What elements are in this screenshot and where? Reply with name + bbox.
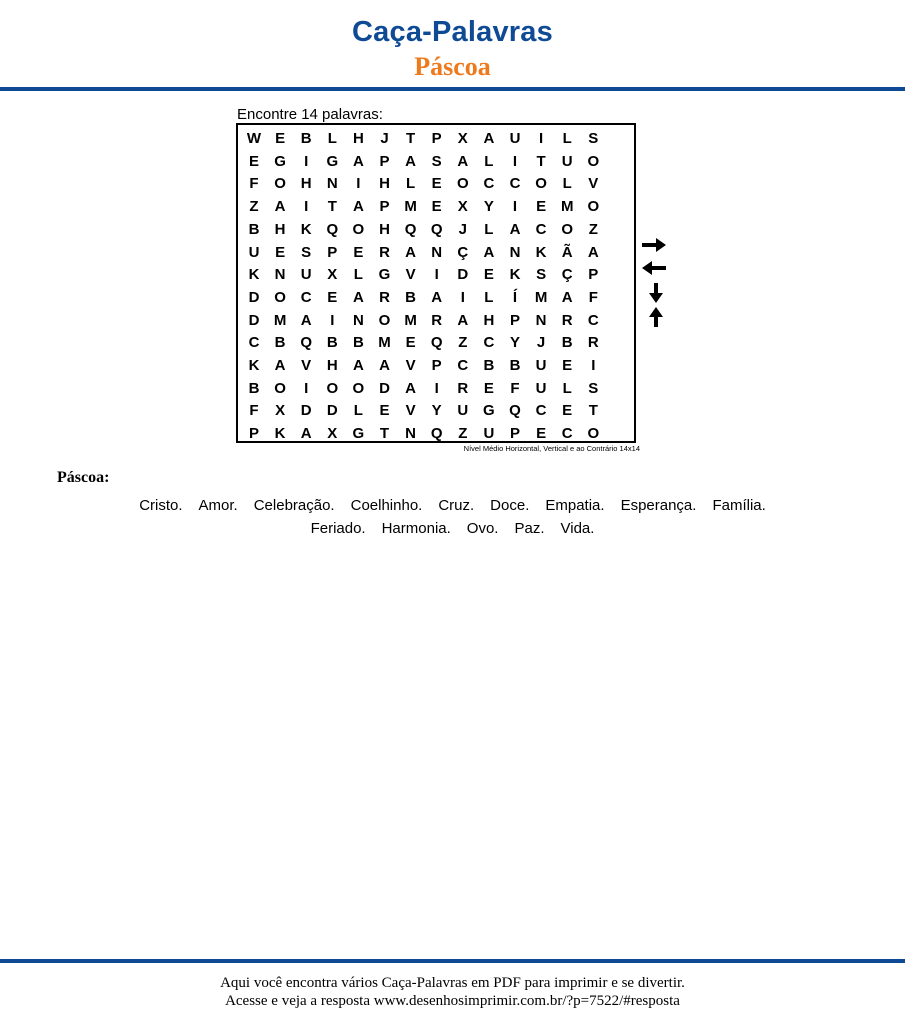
grid-letter: H <box>300 175 312 193</box>
grid-letter: S <box>588 379 599 397</box>
footer-link-text: Acesse e veja a resposta www.desenhosimprimir.com.br/?p=7522/#resposta <box>225 993 680 1009</box>
direction-legend <box>641 236 671 330</box>
grid-letter: A <box>274 198 286 216</box>
grid-row <box>238 172 634 195</box>
grid-letter: L <box>406 175 416 193</box>
grid-letter: Q <box>430 220 443 238</box>
grid-letter: T <box>406 130 416 147</box>
grid-letter: Q <box>326 220 339 238</box>
grid-letter: T <box>379 425 390 443</box>
grid-letter: H <box>379 175 390 193</box>
grid-letter: V <box>405 357 416 374</box>
grid-letter: X <box>275 402 286 420</box>
grid-letter: K <box>248 266 260 284</box>
grid-letter: R <box>379 243 390 261</box>
grid-letter: E <box>327 288 338 306</box>
grid-row <box>238 331 634 354</box>
grid-letter: Í <box>512 288 518 306</box>
grid-letter: A <box>379 357 390 374</box>
grid-letter: O <box>274 288 286 306</box>
word-item: Feriado. <box>310 520 366 537</box>
grid-letter: U <box>535 357 547 374</box>
grid-letter: C <box>248 334 260 352</box>
grid-letter: E <box>379 402 390 420</box>
grid-letter: L <box>353 402 363 420</box>
grid-letter: S <box>301 243 312 261</box>
grid-letter: A <box>561 288 573 306</box>
arrow-right-icon <box>641 238 667 252</box>
grid-row <box>238 263 634 286</box>
grid-letter: K <box>300 220 312 238</box>
grid-letter: C <box>561 425 573 443</box>
grid-letter: L <box>562 175 572 193</box>
grid-letter: Z <box>458 334 468 352</box>
grid-row <box>238 241 634 264</box>
grid-letter: R <box>561 311 573 329</box>
grid-letter: W <box>246 130 262 147</box>
grid-letter: A <box>352 152 364 170</box>
word-item: Vida. <box>560 520 595 537</box>
grid-letter: M <box>378 334 391 352</box>
difficulty-note: Nível Médio Horizontal, Vertical e ao Contrário 14x14 <box>463 444 640 453</box>
grid-letter: I <box>591 357 596 374</box>
grid-letter: E <box>431 198 442 216</box>
grid-letter: J <box>458 220 467 238</box>
grid-letter: I <box>539 130 544 147</box>
grid-letter: M <box>273 311 287 329</box>
grid-letter: I <box>356 175 361 193</box>
grid-letter: Ç <box>561 266 573 284</box>
grid-letter: P <box>431 130 442 147</box>
grid-letter: A <box>300 425 312 443</box>
grid-letter: I <box>434 379 439 397</box>
grid-letter: B <box>248 220 260 238</box>
grid-letter: D <box>457 266 469 284</box>
grid-letter: P <box>509 311 520 329</box>
grid-letter: O <box>378 311 391 329</box>
grid-letter: J <box>380 130 389 147</box>
arrow-up-icon <box>649 306 663 328</box>
grid-letter: C <box>587 311 599 329</box>
grid-row <box>238 218 634 241</box>
grid-letter: H <box>274 220 286 238</box>
footer-text: Aqui você encontra vários Caça-Palavras em PDF para imprimir e se divertir. <box>220 975 685 991</box>
grid-letter: O <box>587 152 600 170</box>
grid-letter: E <box>353 243 364 261</box>
grid-letter: P <box>509 425 520 443</box>
grid-letter: E <box>483 379 494 397</box>
grid-letter: N <box>274 266 286 284</box>
word-list-line-2 <box>40 520 865 537</box>
grid-letter: D <box>248 288 260 306</box>
grid-letter: D <box>379 379 390 397</box>
grid-letter: E <box>562 357 573 374</box>
grid-letter: E <box>483 266 494 284</box>
grid-letter: I <box>512 152 518 170</box>
grid-letter: Z <box>249 198 259 216</box>
grid-letter: Z <box>588 220 598 238</box>
grid-letter: Q <box>404 220 417 238</box>
grid-letter: M <box>534 288 548 306</box>
grid-letter: D <box>326 402 338 420</box>
grid-letter: A <box>483 130 495 147</box>
grid-letter: L <box>562 130 572 147</box>
grid-letter: L <box>484 152 494 170</box>
grid-letter: E <box>405 334 416 352</box>
grid-row <box>238 195 634 218</box>
grid-letter: X <box>457 198 468 216</box>
grid-letter: G <box>483 402 495 420</box>
grid-letter: H <box>483 311 495 329</box>
grid-letter: X <box>457 130 468 147</box>
grid-letter: E <box>275 130 286 147</box>
grid-letter: O <box>561 220 574 238</box>
page-title: Caça-Palavras <box>352 16 553 48</box>
grid-letter: S <box>588 130 599 147</box>
grid-letter: N <box>431 243 443 261</box>
grid-letter: A <box>587 243 599 261</box>
grid-letter: A <box>352 198 364 216</box>
grid-letter: U <box>300 266 312 284</box>
grid-letter: N <box>352 311 364 329</box>
grid-letter: Y <box>431 402 442 420</box>
grid-letter: P <box>379 198 390 216</box>
grid-letter: N <box>509 243 521 261</box>
grid-letter: V <box>405 402 416 420</box>
grid-letter: C <box>535 220 547 238</box>
grid-letter: I <box>304 379 309 397</box>
grid-letter: A <box>405 379 417 397</box>
grid-letter: E <box>562 402 573 420</box>
grid-letter: G <box>326 152 339 170</box>
grid-row <box>238 377 634 400</box>
grid-letter: G <box>378 266 391 284</box>
grid-letter: U <box>483 425 495 443</box>
grid-letter: N <box>405 425 417 443</box>
grid-letter: C <box>535 402 547 420</box>
grid-letter: A <box>300 311 312 329</box>
grid-letter: A <box>352 288 364 306</box>
grid-letter: D <box>300 402 312 420</box>
grid-letter: C <box>300 288 312 306</box>
grid-letter: R <box>431 311 443 329</box>
grid-letter: I <box>512 198 518 216</box>
grid-letter: A <box>509 220 521 238</box>
grid-letter: Q <box>300 334 313 352</box>
grid-letter: Q <box>430 334 443 352</box>
arrow-left-icon <box>641 261 667 275</box>
grid-letter: K <box>248 357 260 374</box>
grid-letter: A <box>457 152 469 170</box>
grid-letter: O <box>352 220 365 238</box>
grid-letter: X <box>327 425 338 443</box>
grid-letter: I <box>330 311 335 329</box>
grid-letter: E <box>536 425 547 443</box>
word-search-grid <box>236 123 636 443</box>
grid-letter: H <box>352 130 364 147</box>
grid-letter: A <box>405 152 417 170</box>
grid-letter: U <box>561 152 573 170</box>
grid-letter: M <box>404 311 417 329</box>
grid-letter: N <box>535 311 547 329</box>
word-item: Esperança. <box>620 497 697 514</box>
grid-letter: X <box>327 266 338 284</box>
grid-letter: O <box>587 198 600 216</box>
grid-letter: U <box>248 243 260 261</box>
grid-letter: T <box>327 198 337 216</box>
grid-letter: B <box>352 334 364 352</box>
grid-row <box>238 150 634 173</box>
grid-row <box>238 354 634 377</box>
grid-letter: E <box>275 243 286 261</box>
puzzle-instruction: Encontre 14 palavras: <box>237 106 383 123</box>
grid-letter: A <box>352 357 364 374</box>
grid-letter: I <box>304 198 309 216</box>
grid-letter: O <box>587 425 600 443</box>
word-item: Empatia. <box>545 497 605 514</box>
grid-letter: T <box>588 402 598 420</box>
word-item: Ovo. <box>466 520 499 537</box>
grid-letter: P <box>431 357 442 374</box>
grid-letter: E <box>536 198 547 216</box>
grid-letter: P <box>327 243 338 261</box>
grid-letter: Ç <box>457 243 469 261</box>
grid-letter: O <box>456 175 469 193</box>
grid-letter: E <box>431 175 442 193</box>
top-divider <box>0 87 905 91</box>
grid-letter: F <box>249 402 259 420</box>
grid-letter: L <box>353 266 363 284</box>
grid-letter: R <box>379 288 390 306</box>
grid-letter: G <box>352 425 365 443</box>
grid-letter: U <box>457 402 469 420</box>
grid-letter: C <box>509 175 521 193</box>
word-list-heading: Páscoa: <box>57 469 110 486</box>
grid-letter: O <box>352 379 365 397</box>
grid-letter: L <box>484 220 494 238</box>
grid-letter: P <box>588 266 599 284</box>
grid-letter: F <box>510 379 520 397</box>
grid-letter: Ã <box>561 243 573 261</box>
word-item: Coelhinho. <box>350 497 423 514</box>
grid-letter: V <box>588 175 599 193</box>
grid-letter: P <box>248 425 259 443</box>
grid-letter: R <box>587 334 599 352</box>
grid-letter: J <box>536 334 546 352</box>
word-list-line-1 <box>40 497 865 514</box>
grid-letter: Q <box>509 402 521 420</box>
grid-letter: L <box>484 288 494 306</box>
grid-letter: K <box>274 425 286 443</box>
grid-letter: O <box>326 379 339 397</box>
grid-letter: Y <box>483 198 494 216</box>
grid-row <box>238 399 634 422</box>
grid-letter: D <box>248 311 260 329</box>
grid-letter: I <box>434 266 439 284</box>
grid-letter: U <box>509 130 521 147</box>
grid-letter: A <box>274 357 286 374</box>
grid-letter: A <box>457 311 469 329</box>
grid-row <box>238 127 634 150</box>
grid-letter: F <box>588 288 598 306</box>
word-item: Paz. <box>514 520 545 537</box>
grid-letter: B <box>300 130 312 147</box>
grid-letter: E <box>248 152 259 170</box>
grid-letter: O <box>535 175 547 193</box>
word-item: Doce. <box>490 497 530 514</box>
arrow-down-icon <box>649 282 663 304</box>
grid-letter: V <box>301 357 312 374</box>
grid-letter: B <box>561 334 573 352</box>
grid-letter: B <box>248 379 260 397</box>
grid-letter: C <box>483 175 495 193</box>
grid-row <box>238 309 634 332</box>
grid-letter: U <box>535 379 547 397</box>
grid-letter: O <box>274 379 286 397</box>
grid-letter: M <box>560 198 574 216</box>
word-item: Amor. <box>198 497 238 514</box>
grid-letter: B <box>509 357 521 374</box>
grid-letter: C <box>457 357 469 374</box>
page-subtitle: Páscoa <box>414 52 491 81</box>
word-item: Cristo. <box>139 497 183 514</box>
grid-letter: K <box>509 266 521 284</box>
grid-letter: Q <box>430 425 443 443</box>
grid-letter: P <box>379 152 390 170</box>
grid-letter: V <box>405 266 416 284</box>
word-item: Família. <box>712 497 766 514</box>
grid-letter: T <box>536 152 546 170</box>
word-item: Cruz. <box>438 497 475 514</box>
grid-letter: A <box>431 288 443 306</box>
word-item: Harmonia. <box>381 520 451 537</box>
grid-letter: B <box>405 288 417 306</box>
grid-letter: B <box>483 357 495 374</box>
grid-letter: L <box>327 130 337 147</box>
bottom-divider <box>0 959 905 963</box>
grid-letter: B <box>326 334 338 352</box>
grid-row <box>238 286 634 309</box>
grid-letter: A <box>405 243 417 261</box>
grid-letter: C <box>483 334 495 352</box>
grid-letter: K <box>535 243 547 261</box>
grid-letter: L <box>562 379 572 397</box>
grid-letter: G <box>274 152 286 170</box>
grid-letter: Z <box>458 425 468 443</box>
grid-letter: I <box>460 288 465 306</box>
grid-letter: B <box>274 334 286 352</box>
grid-row <box>238 422 634 445</box>
grid-letter: I <box>304 152 309 170</box>
grid-letter: A <box>483 243 495 261</box>
grid-letter: Y <box>509 334 520 352</box>
grid-letter: S <box>431 152 442 170</box>
grid-letter: F <box>249 175 259 193</box>
grid-letter: H <box>326 357 338 374</box>
grid-letter: S <box>536 266 547 284</box>
grid-letter: R <box>457 379 469 397</box>
grid-letter: O <box>274 175 286 193</box>
word-item: Celebração. <box>253 497 335 514</box>
grid-letter: N <box>326 175 338 193</box>
grid-letter: H <box>379 220 390 238</box>
grid-letter: M <box>404 198 417 216</box>
